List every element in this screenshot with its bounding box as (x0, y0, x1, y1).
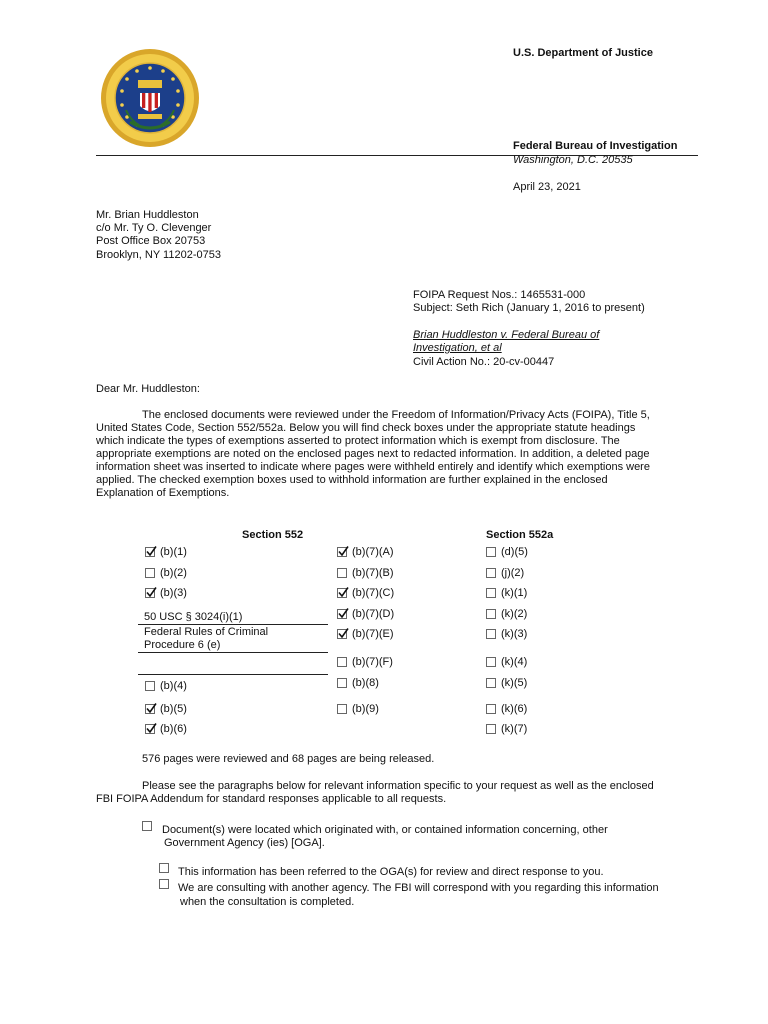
civil-action-number: Civil Action No.: 20-cv-00447 (413, 356, 555, 368)
bureau-name: Federal Bureau of Investigation (513, 140, 678, 152)
note-rule (138, 674, 328, 675)
salutation: Dear Mr. Huddleston: (96, 383, 200, 395)
exemption-label: (k)(6) (501, 703, 528, 715)
exemption-checkbox[interactable] (337, 609, 347, 619)
department-name: U.S. Department of Justice (513, 47, 653, 59)
intro-line: appropriate exemptions are noted on the enclosed pages next to redacted information. In addition, a deleted page (96, 448, 650, 460)
oga-referred-checkbox[interactable] (159, 863, 169, 873)
recipient-line: Mr. Brian Huddleston (96, 209, 199, 221)
request-subject: Subject: Seth Rich (January 1, 2016 to present) (413, 302, 645, 314)
exemption-checkbox[interactable] (145, 724, 155, 734)
intro-line: which indicate the types of exemptions asserted to protect information which is exempt from disclosure. The (96, 435, 620, 447)
exemption-label: (j)(2) (501, 567, 525, 579)
exemption-checkbox[interactable] (337, 568, 347, 578)
exemption-label: (k)(3) (501, 628, 528, 640)
pages-reviewed-text: 576 pages were reviewed and 68 pages are being released. (142, 753, 435, 765)
intro-line: information sheet was inserted to indicate where pages were withheld entirely and identify which exemptions were (96, 461, 650, 473)
exemption-label: (b)(2) (160, 567, 187, 579)
exemption-label: (b)(8) (352, 677, 379, 689)
exemption-checkbox[interactable] (486, 568, 496, 578)
exemption-checkbox[interactable] (337, 704, 347, 714)
foipa-request-number: FOIPA Request Nos.: 1465531-000 (413, 289, 586, 301)
oga-consulting-checkbox[interactable] (159, 879, 169, 889)
exemption-label: (d)(5) (501, 546, 528, 558)
note-rule (138, 652, 328, 653)
oga-text-line: Document(s) were located which originated with, or contained information concerning, other (162, 824, 608, 836)
paragraph-line: Please see the paragraphs below for relevant information specific to your request as well as the enclosed (142, 780, 654, 792)
exemption-label: (b)(5) (160, 703, 187, 715)
exemption-checkbox[interactable] (145, 547, 155, 557)
exemption-checkbox[interactable] (337, 547, 347, 557)
recipient-line: c/o Mr. Ty O. Clevenger (96, 222, 212, 234)
b3-statute-note: Federal Rules of Criminal (144, 626, 269, 638)
exemption-checkbox[interactable] (337, 588, 347, 598)
oga-checkbox[interactable] (142, 821, 152, 831)
exemption-checkbox[interactable] (486, 609, 496, 619)
exemption-checkbox[interactable] (486, 547, 496, 557)
intro-line: applied. The checked exemption boxes used to withhold information are further explained in the enclosed (96, 474, 608, 486)
letter-date: April 23, 2021 (513, 181, 581, 193)
note-rule (138, 624, 328, 625)
exemption-label: (b)(7)(C) (352, 587, 395, 599)
b3-statute-note: Procedure 6 (e) (144, 639, 221, 651)
exemption-label: (k)(7) (501, 723, 528, 735)
exemption-checkbox[interactable] (337, 657, 347, 667)
case-name-line: Investigation, et al (413, 342, 502, 354)
exemption-label: (b)(6) (160, 723, 187, 735)
exemption-checkbox[interactable] (486, 657, 496, 667)
exemption-label: (b)(7)(A) (352, 546, 394, 558)
b3-statute-note: 50 USC § 3024(i)(1) (144, 611, 243, 623)
exemption-label: (k)(4) (501, 656, 528, 668)
exemption-checkbox[interactable] (486, 678, 496, 688)
intro-line: United States Code, Section 552/552a. Below you will find check boxes under the appropriate statute headings (96, 422, 636, 434)
exemption-checkbox[interactable] (145, 568, 155, 578)
exemption-label: (b)(1) (160, 546, 187, 558)
exemption-checkbox[interactable] (486, 588, 496, 598)
exemption-checkbox[interactable] (337, 629, 347, 639)
exemption-label: (k)(5) (501, 677, 528, 689)
exemption-checkbox[interactable] (145, 588, 155, 598)
exemption-label: (k)(1) (501, 587, 528, 599)
exemption-label: (b)(7)(F) (352, 656, 393, 668)
section-552a-heading: Section 552a (486, 529, 554, 541)
intro-line: The enclosed documents were reviewed under the Freedom of Information/Privacy Acts (FOIPA), Title 5, (142, 409, 650, 421)
case-name-line: Brian Huddleston v. Federal Bureau of (413, 329, 600, 341)
exemption-label: (b)(7)(B) (352, 567, 394, 579)
oga-text-line: Government Agency (ies) [OGA]. (164, 837, 325, 849)
exemption-label: (b)(9) (352, 703, 379, 715)
intro-line: Explanation of Exemptions. (96, 487, 230, 499)
exemption-label: (b)(7)(E) (352, 628, 394, 640)
section-552-heading: Section 552 (242, 529, 304, 541)
exemption-label: (k)(2) (501, 608, 528, 620)
oga-consulting-text: We are consulting with another agency. The FBI will correspond with you regarding this information (178, 882, 659, 894)
recipient-line: Brooklyn, NY 11202-0753 (96, 249, 221, 261)
oga-consulting-text: when the consultation is completed. (180, 896, 355, 908)
exemption-checkbox[interactable] (145, 704, 155, 714)
recipient-line: Post Office Box 20753 (96, 235, 206, 247)
bureau-city: Washington, D.C. 20535 (513, 154, 633, 166)
exemption-checkbox[interactable] (486, 724, 496, 734)
paragraph-line: FBI FOIPA Addendum for standard responses applicable to all requests. (96, 793, 447, 805)
fbi-seal (100, 48, 200, 148)
exemption-label: (b)(3) (160, 587, 187, 599)
exemption-label: (b)(4) (160, 680, 187, 692)
exemption-label: (b)(7)(D) (352, 608, 395, 620)
exemption-checkbox[interactable] (337, 678, 347, 688)
exemption-checkbox[interactable] (486, 629, 496, 639)
exemption-checkbox[interactable] (145, 681, 155, 691)
exemption-checkbox[interactable] (486, 704, 496, 714)
oga-referred-text: This information has been referred to the OGA(s) for review and direct response to you. (178, 866, 604, 878)
